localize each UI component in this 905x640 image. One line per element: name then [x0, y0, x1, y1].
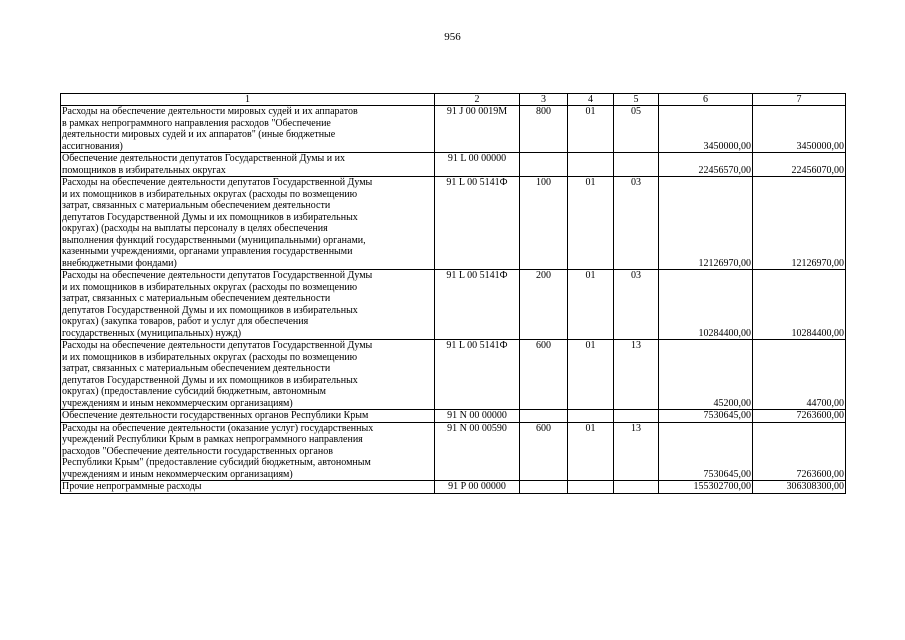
section-cell — [568, 481, 614, 494]
description-line: затрат, связанных с материальным обеспечением деятельности — [62, 363, 331, 374]
amount-year-1-cell: 10284400,00 — [659, 270, 753, 340]
description-line: затрат, связанных с материальным обеспечением деятельности — [62, 293, 331, 304]
subsection-cell: 03 — [614, 177, 659, 270]
amount-year-1-cell: 7530645,00 — [659, 422, 753, 481]
description-line: Расходы на обеспечение деятельности депутатов Государственной Думы — [62, 177, 373, 188]
amount-year-2-cell: 306308300,00 — [753, 481, 846, 494]
expense-type-cell: 600 — [520, 340, 568, 410]
description-line: Расходы на обеспечение деятельности депутатов Государственной Думы — [62, 340, 373, 351]
description-line: округах) (закупка товаров, работ и услуг для обеспечения — [62, 316, 309, 327]
description-line: округах) (расходы на выплаты персоналу в целях обеспечения — [62, 223, 328, 234]
section-cell: 01 — [568, 270, 614, 340]
subsection-cell: 03 — [614, 270, 659, 340]
budget-code-cell: 91 P 00 00000 — [435, 481, 520, 494]
description-line: затрат, связанных с материальным обеспечением деятельности — [62, 200, 331, 211]
column-header: 4 — [568, 94, 614, 106]
expense-type-cell: 100 — [520, 177, 568, 270]
description-line: и их помощников в избирательных округах (расходы по возмещению — [62, 281, 358, 293]
expense-type-cell: 600 — [520, 422, 568, 481]
subsection-cell — [614, 153, 659, 177]
description-line: и их помощников в избирательных округах (расходы по возмещению — [62, 351, 358, 363]
page-number: 956 — [444, 31, 461, 43]
table-row — [61, 481, 846, 494]
table-row — [61, 177, 846, 270]
column-header: 1 — [61, 94, 435, 106]
subsection-cell: 05 — [614, 106, 659, 153]
table-row — [61, 270, 846, 340]
subsection-cell — [614, 410, 659, 423]
description-line: и их помощников в избирательных округах (расходы по возмещению — [62, 188, 358, 200]
description-cell — [61, 177, 435, 270]
description-line: депутатов Государственной Думы и их помощников в избирательных — [62, 374, 358, 386]
description-line: государственных (муниципальных) нужд) — [62, 327, 242, 339]
amount-year-2-cell: 22456070,00 — [753, 153, 846, 177]
column-header: 6 — [659, 94, 753, 106]
amount-year-1-cell: 45200,00 — [659, 340, 753, 410]
amount-year-1-cell: 7530645,00 — [659, 410, 753, 423]
section-cell: 01 — [568, 106, 614, 153]
section-cell: 01 — [568, 422, 614, 481]
expense-type-cell — [520, 153, 568, 177]
table-body — [61, 94, 846, 494]
description-line: в рамках непрограммного направления расходов "Обеспечение — [62, 117, 331, 129]
budget-code-cell: 91 N 00 00000 — [435, 410, 520, 423]
description-cell — [61, 270, 435, 340]
amount-year-1-cell: 22456570,00 — [659, 153, 753, 177]
description-cell — [61, 340, 435, 410]
description-line: внебюджетными фондами) — [62, 257, 177, 269]
subsection-cell — [614, 481, 659, 494]
description-line: учреждений Республики Крым в рамках непрограммного направления — [62, 434, 363, 445]
amount-year-2-cell: 7263600,00 — [753, 422, 846, 481]
budget-table — [60, 93, 846, 494]
expense-type-cell: 200 — [520, 270, 568, 340]
amount-year-2-cell: 3450000,00 — [753, 106, 846, 153]
description-line: Расходы на обеспечение деятельности (оказание услуг) государственных — [62, 422, 374, 434]
description-cell — [61, 106, 435, 153]
amount-year-2-cell: 7263600,00 — [753, 410, 846, 423]
subsection-cell: 13 — [614, 340, 659, 410]
column-header: 5 — [614, 94, 659, 106]
description-line: учреждениям и иным некоммерческим организациям) — [62, 468, 293, 480]
budget-code-cell: 91 L 00 5141Ф — [435, 340, 520, 410]
description-line: Обеспечение деятельности депутатов Государственной Думы и их — [62, 153, 345, 164]
description-line: казенными учреждениями, органами управления государственными — [62, 246, 353, 257]
budget-code-cell: 91 L 00 5141Ф — [435, 177, 520, 270]
description-cell — [61, 481, 435, 494]
amount-year-2-cell: 10284400,00 — [753, 270, 846, 340]
amount-year-1-cell: 155302700,00 — [659, 481, 753, 494]
table-row — [61, 106, 846, 153]
description-line: ассигнования) — [62, 140, 123, 152]
table-row — [61, 340, 846, 410]
budget-code-cell: 91 J 00 0019M — [435, 106, 520, 153]
column-header: 3 — [520, 94, 568, 106]
description-cell — [61, 153, 435, 177]
description-line: депутатов Государственной Думы и их помощников в избирательных — [62, 304, 358, 316]
header-row — [61, 94, 846, 106]
description-cell — [61, 410, 435, 423]
column-header: 7 — [753, 94, 846, 106]
amount-year-2-cell: 12126970,00 — [753, 177, 846, 270]
description-cell — [61, 422, 435, 481]
description-line: расходов "Обеспечение деятельности государственных органов — [62, 445, 333, 457]
description-line: Расходы на обеспечение деятельности депутатов Государственной Думы — [62, 270, 373, 281]
expense-type-cell: 800 — [520, 106, 568, 153]
description-line: Расходы на обеспечение деятельности мировых судей и их аппаратов — [62, 106, 358, 117]
description-line: выполнения функций государственными (муниципальными) органами, — [62, 234, 366, 246]
expense-type-cell — [520, 481, 568, 494]
section-cell — [568, 153, 614, 177]
section-cell — [568, 410, 614, 423]
section-cell: 01 — [568, 177, 614, 270]
table-row — [61, 422, 846, 481]
subsection-cell: 13 — [614, 422, 659, 481]
expense-type-cell — [520, 410, 568, 423]
table-row — [61, 410, 846, 423]
description-line: Обеспечение деятельности государственных органов Республики Крым — [62, 410, 369, 421]
budget-code-cell: 91 N 00 00590 — [435, 422, 520, 481]
amount-year-1-cell: 3450000,00 — [659, 106, 753, 153]
description-line: округах) (предоставление субсидий бюджетным, автономным — [62, 386, 326, 397]
budget-code-cell: 91 L 00 5141Ф — [435, 270, 520, 340]
table-row — [61, 153, 846, 177]
budget-code-cell: 91 L 00 00000 — [435, 153, 520, 177]
description-line: депутатов Государственной Думы и их помощников в избирательных — [62, 211, 358, 223]
section-cell: 01 — [568, 340, 614, 410]
description-line: помощников в избирательных округах — [62, 164, 226, 176]
description-line: деятельности мировых судей и их аппаратов" (иные бюджетные — [62, 129, 336, 140]
amount-year-2-cell: 44700,00 — [753, 340, 846, 410]
amount-year-1-cell: 12126970,00 — [659, 177, 753, 270]
description-line: Прочие непрограммные расходы — [62, 481, 202, 492]
description-line: Республики Крым" (предоставление субсидий бюджетным, автономным — [62, 457, 371, 468]
description-line: учреждениям и иным некоммерческим организациям) — [62, 397, 293, 409]
column-header: 2 — [435, 94, 520, 106]
